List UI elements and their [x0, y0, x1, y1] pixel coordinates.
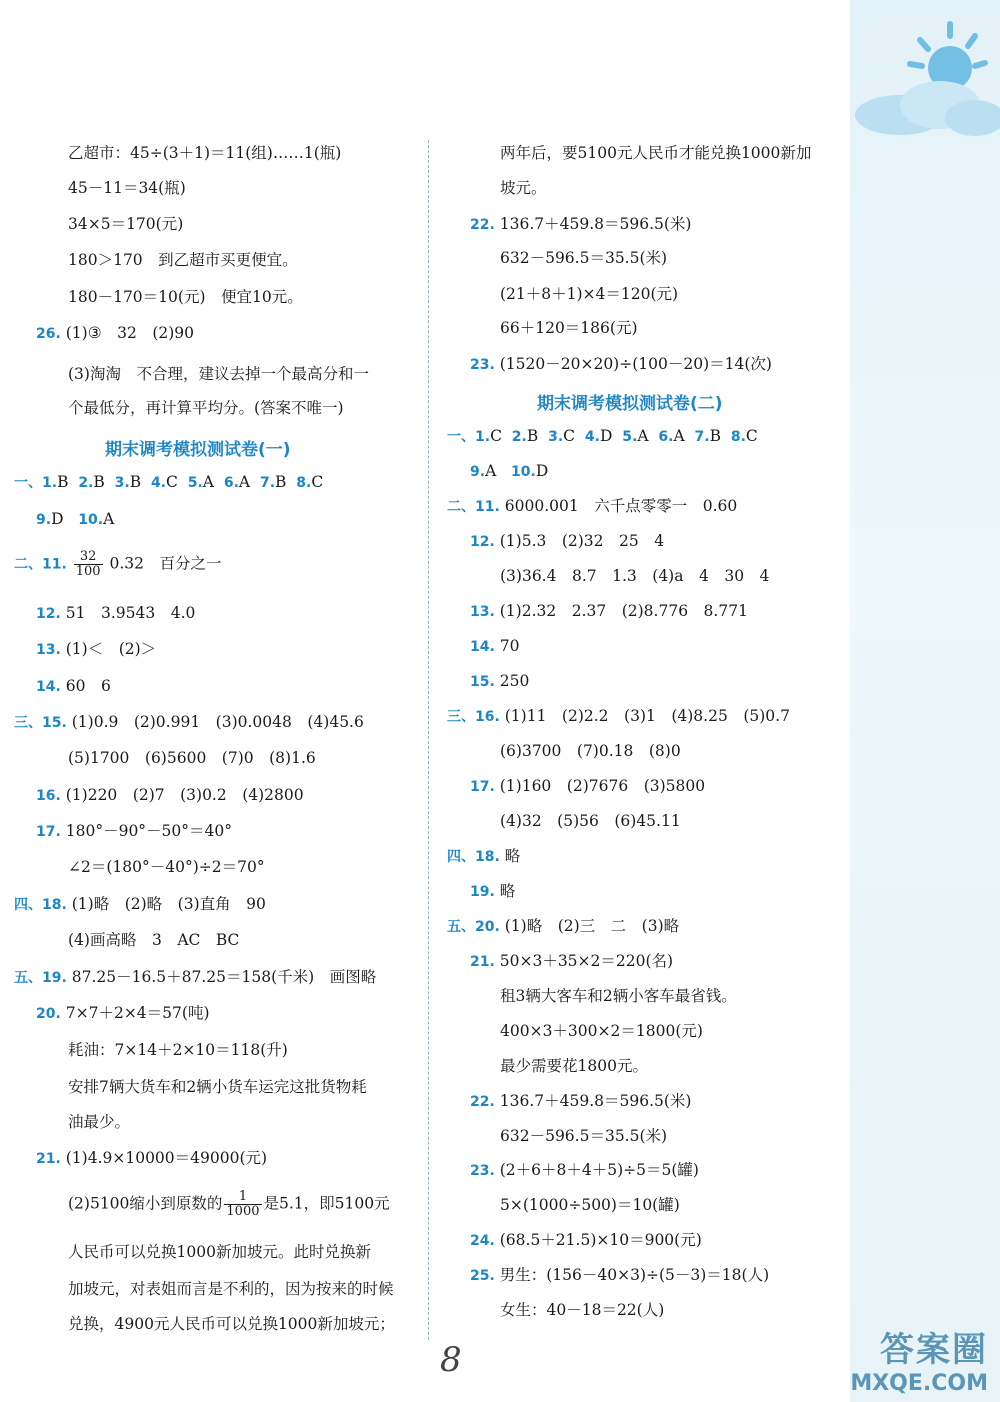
answer-line: (3)淘淘 不合理，建议去掉一个最高分和一 — [68, 365, 369, 383]
answer-text: (1)4.9×10000＝49000(元) — [65, 1149, 268, 1167]
item-number: 10. — [511, 464, 536, 480]
item-number: 7. — [259, 475, 276, 491]
section-number: 五、 — [14, 970, 42, 986]
question-26 — [36, 323, 194, 344]
answer-text: (68.5＋21.5)×10＝900(元) — [499, 1231, 702, 1249]
question-18 — [447, 846, 520, 867]
answer-line: 180＞170 到乙超市买更便宜。 — [68, 251, 298, 269]
answer-text: (2)5100缩小到原数的 — [68, 1194, 223, 1213]
question-number: 11. — [42, 556, 67, 573]
section-number: 二、 — [447, 499, 475, 515]
section-number: 五、 — [447, 919, 475, 935]
question-number: 15. — [470, 674, 495, 690]
question-number: 12. — [470, 534, 495, 550]
answer-text: (1)略 (2)略 (3)直角 90 — [71, 895, 266, 913]
fraction — [224, 1190, 261, 1219]
section-number: 三、 — [447, 709, 475, 725]
item-answer: C — [490, 427, 502, 445]
item-answer: C — [745, 427, 758, 445]
answer-text: 250 — [499, 672, 530, 690]
item-number: 4. — [584, 429, 600, 445]
answer-text: (1)0.9 (2)0.991 (3)0.0048 (4)45.6 — [71, 713, 364, 731]
question-number: 22. — [470, 217, 495, 233]
answer-text: 0.32 百分之一 — [109, 554, 222, 573]
question-number: 23. — [470, 1163, 495, 1179]
item-number: 8. — [296, 475, 312, 491]
answer-line: 个最低分，再计算平均分。(答案不唯一) — [68, 399, 344, 417]
section-number: 一、 — [447, 429, 475, 445]
answer-line: (6)3700 (7)0.18 (8)0 — [500, 742, 681, 760]
watermark-url: MXQE.COM — [850, 1371, 988, 1396]
sky-decoration — [850, 0, 1000, 1402]
section-number: 四、 — [14, 897, 42, 913]
question-number: 21. — [470, 954, 495, 970]
answer-line: ∠2＝(180°－40°)÷2＝70° — [68, 858, 265, 876]
question-22b — [470, 1091, 691, 1112]
question-22 — [470, 214, 691, 235]
answer-line: (4)画高略 3 AC BC — [68, 931, 240, 949]
item-answer: D — [599, 427, 613, 445]
item-answer: B — [57, 473, 69, 491]
question-number: 20. — [36, 1006, 61, 1022]
question-number: 17. — [470, 779, 495, 795]
question-18 — [14, 894, 266, 915]
question-number: 19. — [470, 884, 495, 900]
fraction-denominator: 1000 — [226, 1204, 260, 1219]
fraction-numerator: 1 — [224, 1190, 261, 1205]
item-number: 6. — [658, 429, 674, 445]
answer-line-with-fraction — [68, 1190, 390, 1219]
item-answer: A — [202, 473, 214, 491]
question-number: 18. — [42, 897, 67, 913]
section-number: 三、 — [14, 715, 42, 731]
question-16 — [447, 706, 790, 727]
item-answer: B — [526, 427, 539, 445]
question-21 — [36, 1148, 267, 1169]
answer-text: 男生：(156－40×3)÷(5－3)＝18(人) — [499, 1266, 770, 1284]
answer-text: 70 — [499, 637, 520, 655]
question-number: 18. — [475, 849, 500, 865]
choice-row — [447, 426, 758, 447]
question-11 — [14, 550, 222, 579]
question-number: 23. — [470, 357, 495, 373]
question-11 — [447, 496, 737, 517]
item-answer: B — [275, 473, 287, 491]
question-number: 14. — [36, 679, 61, 695]
question-15 — [14, 712, 364, 733]
choice-row — [36, 509, 114, 530]
section-number: 一、 — [14, 475, 42, 491]
answer-line: 兑换，4900元人民币可以兑换1000新加坡元； — [68, 1315, 395, 1333]
answer-text: (1520－20×20)÷(100－20)＝14(次) — [499, 355, 772, 373]
answer-text: (1)③ 32 (2)90 — [65, 324, 195, 342]
question-14 — [470, 636, 519, 657]
item-number: 5. — [622, 429, 638, 445]
answer-line: 坡元。 — [500, 179, 547, 197]
answer-line: 5×(1000÷500)＝10(罐) — [500, 1196, 680, 1214]
item-number: 9. — [36, 512, 52, 528]
answer-line: 最少需要花1800元。 — [500, 1057, 648, 1075]
item-answer: D — [51, 510, 64, 528]
question-17 — [36, 821, 232, 842]
item-number: 10. — [78, 512, 104, 528]
answer-text: (1)11 (2)2.2 (3)1 (4)8.25 (5)0.7 — [504, 707, 790, 725]
answer-text: (1)160 (2)7676 (3)5800 — [499, 777, 706, 795]
question-21 — [470, 951, 673, 972]
question-number: 21. — [36, 1151, 61, 1167]
answer-text: (1)2.32 2.37 (2)8.776 8.771 — [499, 602, 748, 620]
answer-text: 是5.1，即5100元 — [263, 1194, 390, 1213]
answer-text: 略 — [499, 882, 516, 900]
question-number: 24. — [470, 1233, 495, 1249]
question-12 — [36, 603, 195, 624]
question-number: 17. — [36, 824, 61, 840]
question-19 — [470, 881, 515, 902]
question-number: 15. — [42, 715, 67, 731]
answer-text: 50×3＋35×2＝220(名) — [499, 952, 674, 970]
question-15 — [470, 671, 529, 692]
answer-text: 136.7＋459.8＝596.5(米) — [499, 1092, 692, 1110]
answer-line: 耗油：7×14＋2×10＝118(升) — [68, 1041, 288, 1059]
question-number: 13. — [470, 604, 495, 620]
answer-text: 6000.001 六千点零零一 0.60 — [504, 497, 738, 515]
item-number: 3. — [114, 475, 130, 491]
item-answer: D — [535, 462, 549, 480]
item-number: 6. — [223, 475, 239, 491]
answer-line: 乙超市：45÷(3＋1)＝11(组)……1(瓶) — [68, 144, 342, 162]
question-19 — [14, 967, 376, 988]
answer-line: 400×3＋300×2＝1800(元) — [500, 1022, 703, 1040]
answer-line: (21＋8＋1)×4＝120(元) — [500, 285, 679, 303]
question-12 — [470, 531, 664, 552]
item-number: 7. — [694, 429, 710, 445]
item-number: 3. — [548, 429, 564, 445]
item-number: 5. — [187, 475, 203, 491]
item-answer: C — [166, 473, 178, 491]
item-answer: B — [129, 473, 142, 491]
answer-text: (1)5.3 (2)32 25 4 — [499, 532, 665, 550]
item-number: 9. — [470, 464, 486, 480]
cloud-icon — [840, 70, 1000, 140]
item-answer: C — [563, 427, 576, 445]
question-13 — [470, 601, 748, 622]
answer-text: 87.25－16.5＋87.25＝158(千米) 画图略 — [71, 968, 377, 986]
question-20 — [447, 916, 679, 937]
answer-line: 租3辆大客车和2辆小客车最省钱。 — [500, 987, 737, 1005]
answer-line: 34×5＝170(元) — [68, 215, 184, 233]
item-number: 1. — [475, 429, 491, 445]
question-number: 14. — [470, 639, 495, 655]
item-number: 2. — [511, 429, 527, 445]
answer-text: (1)220 (2)7 (3)0.2 (4)2800 — [65, 786, 304, 804]
answer-line: 180－170＝10(元) 便宜10元。 — [68, 288, 303, 306]
section-title: 期末调考模拟测试卷(一) — [105, 440, 291, 460]
item-number: 2. — [78, 475, 94, 491]
answer-line: (3)36.4 8.7 1.3 (4)a 4 30 4 — [500, 567, 770, 585]
question-number: 16. — [475, 709, 500, 725]
page-number: 8 — [440, 1340, 462, 1380]
item-number: 1. — [42, 475, 58, 491]
answer-line: 人民币可以兑换1000新加坡元。此时兑换新 — [68, 1243, 371, 1261]
question-number: 22. — [470, 1094, 495, 1110]
column-divider — [428, 140, 429, 1340]
question-number: 20. — [475, 919, 500, 935]
answer-line: 66＋120＝186(元) — [500, 319, 638, 337]
section-title: 期末调考模拟测试卷(二) — [537, 394, 723, 414]
answer-line: (5)1700 (6)5600 (7)0 (8)1.6 — [68, 749, 316, 767]
answer-text: 60 6 — [65, 677, 111, 695]
question-13 — [36, 639, 156, 660]
answer-line: (4)32 (5)56 (6)45.11 — [500, 812, 681, 830]
item-answer: A — [485, 462, 497, 480]
question-number: 16. — [36, 788, 61, 804]
question-17 — [470, 776, 705, 797]
question-24 — [470, 1230, 702, 1251]
answer-line: 45－11＝34(瓶) — [68, 179, 186, 197]
answer-text: 51 3.9543 4.0 — [65, 604, 196, 622]
question-number: 25. — [470, 1268, 495, 1284]
question-25 — [470, 1265, 769, 1286]
answer-line: 女生：40－18＝22(人) — [500, 1301, 665, 1319]
answer-line: 632－596.5＝35.5(米) — [500, 1127, 668, 1145]
answer-line: 油最少。 — [68, 1113, 131, 1131]
question-number: 19. — [42, 970, 67, 986]
item-answer: A — [238, 473, 251, 491]
question-20 — [36, 1003, 210, 1024]
item-answer: B — [93, 473, 105, 491]
fraction-denominator: 100 — [75, 564, 101, 579]
section-number: 四、 — [447, 849, 475, 865]
answer-text: 136.7＋459.8＝596.5(米) — [499, 215, 692, 233]
question-16 — [36, 785, 304, 806]
answer-text: 180°－90°－50°＝40° — [65, 822, 233, 840]
item-answer: A — [103, 510, 115, 528]
watermark-logo-text: 答案圈 — [880, 1330, 988, 1370]
choice-row — [14, 472, 323, 493]
fraction — [74, 550, 103, 579]
fraction-numerator: 32 — [74, 550, 103, 565]
watermark — [850, 1322, 988, 1396]
question-23b — [470, 1160, 699, 1181]
choice-row — [470, 461, 548, 482]
answer-text: (1)略 (2)三 二 (3)略 — [504, 917, 680, 935]
item-answer: B — [709, 427, 721, 445]
question-14 — [36, 676, 111, 697]
answer-line: 632－596.5＝35.5(米) — [500, 249, 668, 267]
section-number: 二、 — [14, 556, 42, 573]
question-number: 13. — [36, 642, 61, 658]
question-23 — [470, 354, 772, 375]
item-answer: A — [673, 427, 685, 445]
answer-line: 加坡元，对表姐而言是不利的，因为按来的时候 — [68, 1280, 394, 1298]
answer-text: 7×7＋2×4＝57(吨) — [65, 1004, 210, 1022]
answer-text: (2＋6＋8＋4＋5)÷5＝5(罐) — [499, 1161, 699, 1179]
answer-text: (1)＜ (2)＞ — [65, 640, 157, 658]
answer-line: 两年后，要5100元人民币才能兑换1000新加 — [500, 144, 812, 162]
question-number: 12. — [36, 606, 61, 622]
question-number: 26. — [36, 326, 61, 342]
item-number: 4. — [150, 475, 166, 491]
answer-line: 安排7辆大货车和2辆小货车运完这批货物耗 — [68, 1078, 367, 1096]
item-number: 8. — [730, 429, 746, 445]
item-answer: A — [637, 427, 649, 445]
question-number: 11. — [475, 499, 500, 515]
answer-text: 略 — [504, 847, 521, 865]
item-answer: C — [311, 473, 324, 491]
